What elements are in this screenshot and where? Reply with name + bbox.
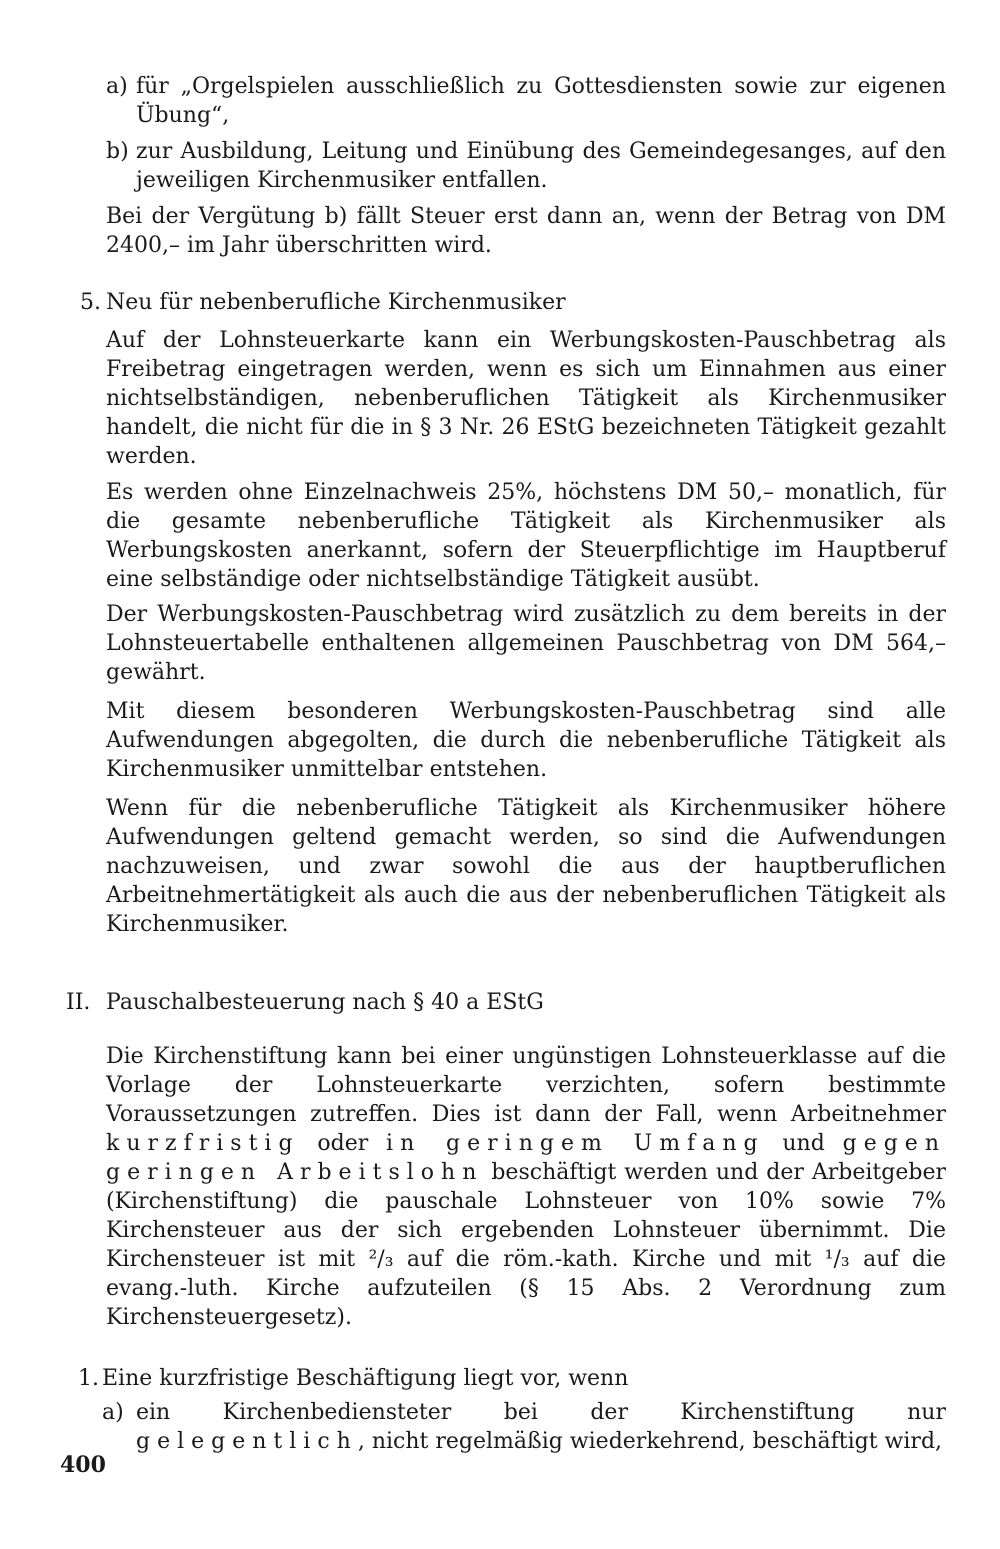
section-II-paragraph bbox=[106, 1042, 946, 1332]
text-run: ein Kirchenbediensteter bei der Kirchenstiftung nur bbox=[136, 1400, 946, 1425]
page-number: 400 bbox=[60, 1452, 106, 1478]
spaced-term-kurzfristig: kurzfristig bbox=[106, 1131, 300, 1156]
item-b-text: zur Ausbildung, Leitung und Einübung des Gemeindegesanges, auf den jeweiligen Kirchenmusiker entfallen. bbox=[136, 139, 946, 193]
section-II-number: II. bbox=[66, 990, 91, 1015]
text-run: oder bbox=[299, 1131, 387, 1156]
item-1-number: 1. bbox=[78, 1366, 99, 1391]
item-1-title: Eine kurzfristige Beschäftigung liegt vor, wenn bbox=[102, 1366, 629, 1391]
text-run: und bbox=[764, 1131, 843, 1156]
paragraph-verguetung: Bei der Vergütung b) fällt Steuer erst dann an, wenn der Betrag von DM 2400,– im Jahr überschritten wird. bbox=[106, 204, 946, 258]
section-5-paragraph-2: Es werden ohne Einzelnachweis 25%, höchstens DM 50,– monatlich, für die gesamte nebenberufliche Tätigkeit als Kirchenmusiker als Werbungskosten anerkannt, sofern der Steuerpflichtige im Hauptberuf eine selbständige oder nichtselbständige Tätigkeit ausübt. bbox=[106, 480, 946, 592]
spaced-term-gelegentlich: gelegentlich bbox=[136, 1429, 358, 1454]
text-run: , nicht regelmäßig wiederkehrend, beschäftigt wird, bbox=[357, 1429, 943, 1454]
text-run: beschäftigt werden und der Arbeitgeber (Kirchenstiftung) die pauschale Lohnsteuer von 10% sowie 7% Kirchensteuer aus der sich ergebenden Lohnsteuer übernimmt. Die Kirchensteuer ist mit ²/₃ auf die röm.-kath. Kirche und mit ¹/₃ auf die evang.-luth. Kirche aufzuteilen (§ 15 Abs. 2 Verordnung zum Kirchensteuergesetz). bbox=[106, 1160, 946, 1330]
text-run: Die Kirchenstiftung kann bei einer ungünstigen Lohnsteuerklasse auf die Vorlage der Lohnsteuerkarte verzichten, sofern bestimmte Voraussetzungen zutreffen. Dies ist dann der Fall, wenn Arbeitnehmer bbox=[106, 1044, 946, 1127]
item-a-text: für „Orgelspielen ausschließlich zu Gottesdiensten sowie zur eigenen Übung“, bbox=[136, 74, 946, 128]
section-II-title: Pauschalbesteuerung nach § 40 a EStG bbox=[106, 990, 544, 1015]
section-5-number: 5. bbox=[80, 290, 101, 315]
item-1-sub-a-text bbox=[136, 1398, 946, 1456]
spaced-term-arbeitslohn: gegen geringen Arbeitslohn bbox=[106, 1131, 946, 1185]
section-5-paragraph-4: Mit diesem besonderen Werbungskosten-Pauschbetrag sind alle Aufwendungen abgegolten, die durch die nebenberufliche Tätigkeit als Kirchenmusiker unmittelbar entstehen. bbox=[106, 699, 946, 782]
spaced-term-geringem-umfang: in geringem Umfang bbox=[386, 1131, 765, 1156]
item-label-a: a) bbox=[106, 74, 128, 99]
section-5-paragraph-1: Auf der Lohnsteuerkarte kann ein Werbungskosten-Pauschbetrag als Freibetrag eingetragen werden, wenn es sich um Einnahmen aus einer nichtselbständigen, nebenberuflichen Tätigkeit als Kirchenmusiker handelt, die nicht für die in § 3 Nr. 26 EStG bezeichneten Tätigkeit gezahlt werden. bbox=[106, 328, 946, 469]
section-5-paragraph-5: Wenn für die nebenberufliche Tätigkeit als Kirchenmusiker höhere Aufwendungen geltend gemacht werden, so sind die Aufwendungen nachzuweisen, und zwar sowohl die aus der hauptberuflichen Arbeitnehmertätigkeit als auch die aus der nebenberuflichen Tätigkeit als Kirchenmusiker. bbox=[106, 796, 946, 937]
section-5-title: Neu für nebenberufliche Kirchenmusiker bbox=[106, 290, 566, 315]
item-label-b: b) bbox=[106, 139, 129, 164]
item-1-sub-label: a) bbox=[102, 1400, 124, 1425]
section-5-paragraph-3: Der Werbungskosten-Pauschbetrag wird zusätzlich zu dem bereits in der Lohnsteuertabelle enthaltenen allgemeinen Pauschbetrag von DM 564,– gewährt. bbox=[106, 602, 946, 685]
